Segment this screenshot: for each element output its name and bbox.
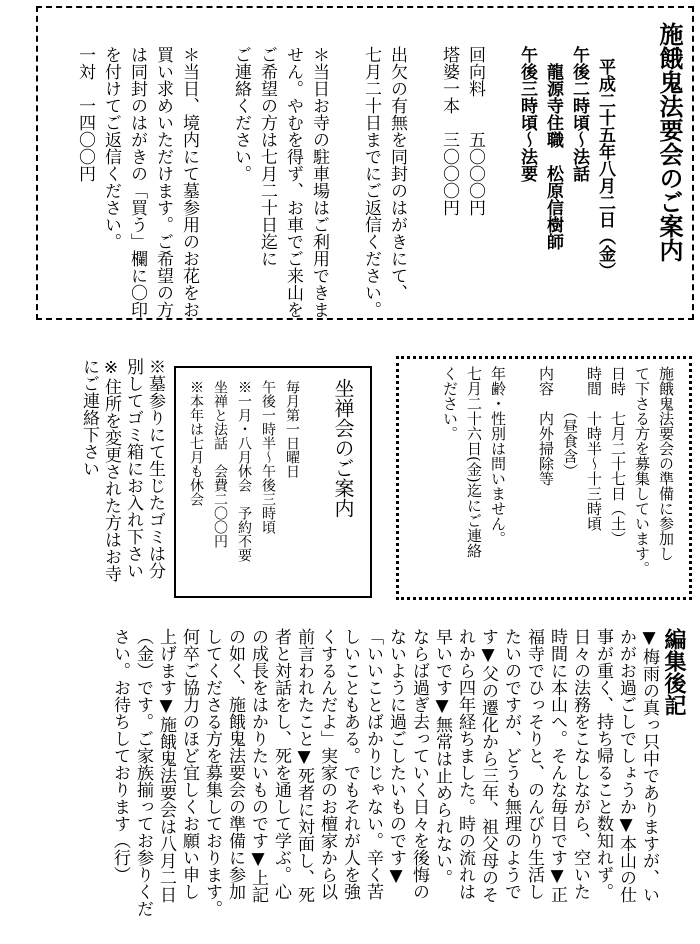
- note-garbage-2: 別してゴミ箱にお入れ下さい: [123, 358, 143, 579]
- notice-fee: 回向料 五〇〇〇円: [465, 46, 485, 216]
- recruit-lunch: （昼食含）: [561, 366, 579, 479]
- notice-talk-time: 午後二時頃～法話: [569, 46, 589, 182]
- recruit-line-2: て下さる方を募集しています。: [633, 366, 651, 576]
- notice-title: 施餓鬼法要会のご案内: [655, 22, 684, 262]
- editorial-body: ▼梅雨の真っ只中でありますが、い かがお過ごしでしょうか▼本山の仕 事が重く、持ち帰ること数知れず。 日々の法務をこなしながら、空いた 時間に本山へ。そんな毎日です▼正 福寺でひっそりと、のんびり生活し たいのですが、どうも無理のようで す▼父の遷化から三年、祖父母のそ れから四年経ちました。時の流れは 早いです▼無常は止められない。 ならば過ぎ去っていく日々を後悔の ないように過ごしたいものです▼ 「いいことばかりじゃない。辛く苦 しいこともある。でもそれが人を強 くするんだよ」実家のお檀家から以 前言われたこと▼死者に対面し、死 者と対話をし、死を通して学ぶ。心 の成長をはかりたいものです▼上記 の如く、施餓鬼法要会の準備に参加 してくださる方を募集しております。 何卒ご協力のほど宜しくお願い申し 上げます▼施餓鬼法要会は八月二日 （金）です。ご家族揃ってお参りくだ さい。お待ちしております（行）: [110, 628, 659, 917]
- recruit-content: 内容 内外掃除等: [537, 366, 555, 486]
- note-address-1: ※住所を変更された方はお寺: [101, 358, 121, 582]
- notice-parking-2: せん。やむを得ず、お車でご来山を: [283, 46, 303, 318]
- notice-parking-4: ご連絡ください。: [231, 46, 251, 182]
- recruit-deadline-2: ください。: [441, 366, 459, 441]
- recruit-date: 日時 七月二十七日（土）: [609, 366, 627, 546]
- notice-reply-deadline: 七月二十日までにご返信ください。: [361, 46, 381, 318]
- zazen-time: 午後一時半～午後三時頃: [260, 380, 276, 534]
- notice-reply: 出欠の有無を同封のはがきにて、: [387, 46, 407, 301]
- notice-date: 平成二十五年八月二日（金）: [595, 57, 615, 279]
- notice-flowers-1: ＊当日、境内にて墓参用のお花をお: [179, 46, 199, 318]
- zazen-fee: 坐禅と法話 会費二〇〇円: [212, 380, 228, 548]
- notice-parking-1: ＊当日お寺の駐車場はご利用できま: [309, 46, 329, 318]
- notice-flowers-price: 一対 一四〇〇円: [75, 46, 95, 182]
- zazen-title: 坐禅会のご案内: [331, 378, 355, 518]
- notice-speaker: 龍源寺住職 松原信樹師: [543, 46, 563, 250]
- notice-service-time: 午後三時頃～法要: [517, 46, 537, 182]
- recruit-time: 時間 十時半～十三時頃: [585, 366, 603, 531]
- zazen-closed: ※一月・八月休会 予約不要: [236, 380, 252, 562]
- notice-toba: 塔婆一本 三〇〇〇円: [439, 46, 459, 216]
- recruit-body: [438, 366, 678, 592]
- zazen-day: 毎月第一日曜日: [284, 380, 300, 478]
- notes: [78, 358, 166, 598]
- notice-flowers-2: 買い求めいただけます。ご希望の方: [153, 46, 173, 318]
- recruit-deadline: 七月二十六日(金)迄にご連絡: [465, 366, 483, 558]
- recruit-age: 年齢・性別は問いません。: [489, 366, 507, 546]
- zazen-july: ※本年は七月も休会: [188, 380, 204, 506]
- notice-flowers-3: は同封のはがきの「買う」欄に〇印: [127, 46, 147, 318]
- zazen-body: [184, 380, 304, 592]
- recruit-line-1: 施餓鬼法要会の準備に参加し: [657, 366, 675, 561]
- editorial-title: 編集後記: [661, 628, 687, 716]
- note-address-2: にご連絡下さい: [79, 358, 99, 477]
- note-garbage-1: ※墓参りにて生じたゴミは分: [145, 358, 165, 579]
- notice-parking-3: ご希望の方は七月二十日迄に: [257, 46, 277, 267]
- notice-body: [72, 46, 644, 318]
- notice-flowers-4: を付けてご返信ください。: [101, 46, 121, 250]
